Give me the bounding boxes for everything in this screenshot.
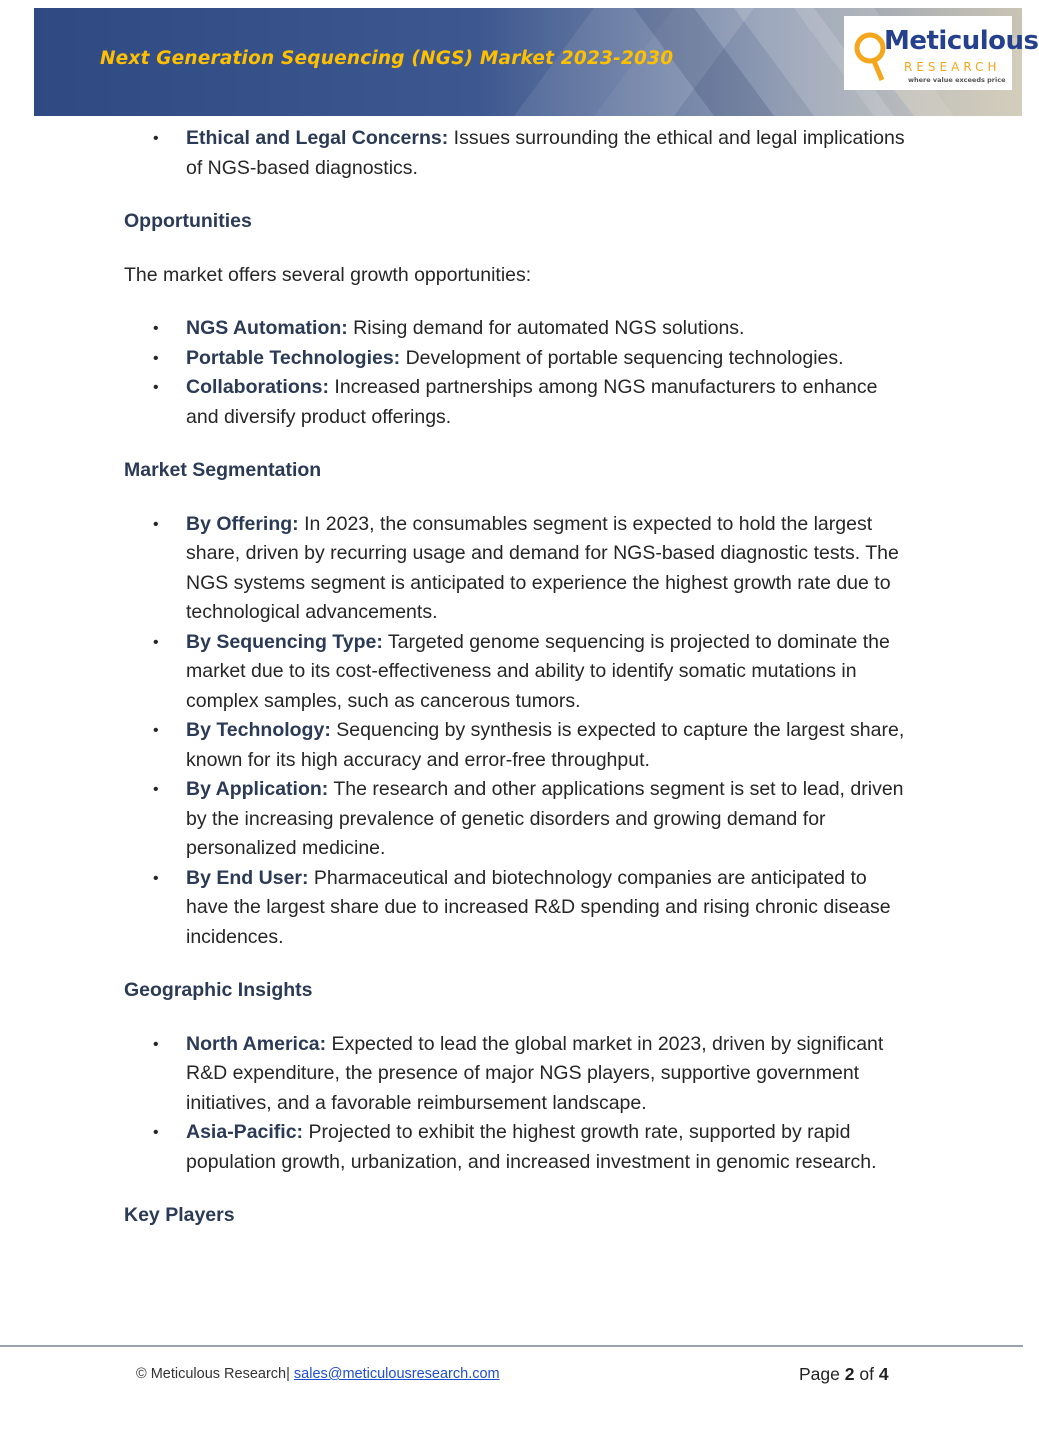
page-label: Page [799,1364,840,1384]
footer-copyright [136,1366,500,1382]
geography-list [124,1030,914,1178]
logo-tagline: where value exceeds price [908,76,1006,84]
bullet-icon: • [153,722,159,739]
document-body [124,124,914,1231]
bullet-term: North America: [186,1032,327,1055]
list-item [153,716,914,775]
bullet-term: NGS Automation: [186,317,348,339]
bullet-text: Increased partnerships among NGS manufacturers to enhance and diversify product offerings. [186,376,878,428]
logo-subtitle: RESEARCH [904,60,1001,74]
list-item [153,344,914,374]
list-item [153,1118,914,1177]
list-item [153,373,914,432]
bullet-term: Portable Technologies: [186,346,401,369]
email-link[interactable]: sales@meticulousresearch.com [293,1366,500,1382]
page-of-label: of [859,1364,874,1384]
bullet-term: Asia-Pacific: [186,1121,304,1143]
bullet-text: Pharmaceutical and biotechnology companies are anticipated to have the largest share due to increased R&D spending and rising chronic disease incidences. [186,866,891,948]
bullet-text: In 2023, the consumables segment is expected to hold the largest share, driven by recurring usage and demand for NGS-based diagnostic tests. The NGS systems segment is anticipated to experience the highest growth rate due to technological advancements. [186,512,899,623]
page-number [799,1364,889,1385]
bullet-icon: • [153,320,159,337]
list-item [153,510,914,628]
bullet-term: By Technology: [186,719,331,741]
bullet-text: Sequencing by synthesis is expected to capture the largest share, known for its high accuracy and error-free throughput. [186,719,905,771]
bullet-text: Development of portable sequencing technologies. [400,346,844,369]
bullet-icon: • [153,515,159,533]
bullet-icon: • [153,130,159,147]
bullet-term: Ethical and Legal Concerns: [186,127,449,149]
page-total: 4 [878,1364,889,1384]
bullet-term: By Application: [186,778,329,800]
list-item [153,628,914,717]
list-item [153,864,914,953]
bullet-term: By Offering: [186,512,299,535]
bullet-icon: • [153,781,159,798]
header-banner [34,8,1039,116]
section-heading-key-players: Key Players [124,1204,235,1226]
bullet-icon: • [153,1035,159,1053]
bullet-term: By End User: [186,866,309,889]
bullet-text: Rising demand for automated NGS solutions. [347,317,745,339]
bullet-text: Projected to exhibit the highest growth rate, supported by rapid population growth, urbanization, and increased investment in genomic research. [186,1121,877,1173]
page-current: 2 [844,1364,855,1384]
bullet-icon: • [153,633,159,651]
bullet-text: Targeted genome sequencing is projected to dominate the market due to its cost-effectiveness and ability to identify somatic mutations in complex samples, such as cancerous tumors. [186,630,890,712]
bullet-icon: • [153,379,159,396]
copyright-text: © Meticulous Research| [136,1366,290,1382]
bullet-text: Issues surrounding the ethical and legal implications of NGS-based diagnostics. [186,127,905,179]
bullet-text: The research and other applications segment is set to lead, driven by the increasing prevalence of genetic disorders and growing demand for personalized medicine. [186,778,904,859]
bullet-icon: • [153,869,159,887]
top-bullet-list [124,124,914,183]
list-item [153,1030,914,1119]
section-heading-geography: Geographic Insights [124,979,313,1001]
bullet-icon: • [153,349,159,367]
bullet-term: By Sequencing Type: [186,630,383,653]
opportunities-intro: The market offers several growth opportunities: [124,263,532,286]
document-title: Next Generation Sequencing (NGS) Market 2023-2030 [100,48,674,69]
list-item [153,775,914,864]
logo-wordmark: Meticulous [884,26,1039,56]
bullet-icon: • [153,1124,159,1141]
section-heading-opportunities: Opportunities [124,210,252,232]
list-item [153,124,914,183]
company-logo [844,16,1039,90]
section-heading-segmentation: Market Segmentation [124,459,322,481]
bullet-text: Expected to lead the global market in 2023, driven by significant R&D expenditure, the presence of major NGS players, supportive government initiatives, and a favorable reimbursement landscape. [186,1032,884,1114]
segmentation-list [124,510,914,953]
opportunities-list [124,314,914,432]
bullet-term: Collaborations: [186,376,330,398]
list-item [153,314,914,344]
footer-divider [0,1345,1023,1347]
